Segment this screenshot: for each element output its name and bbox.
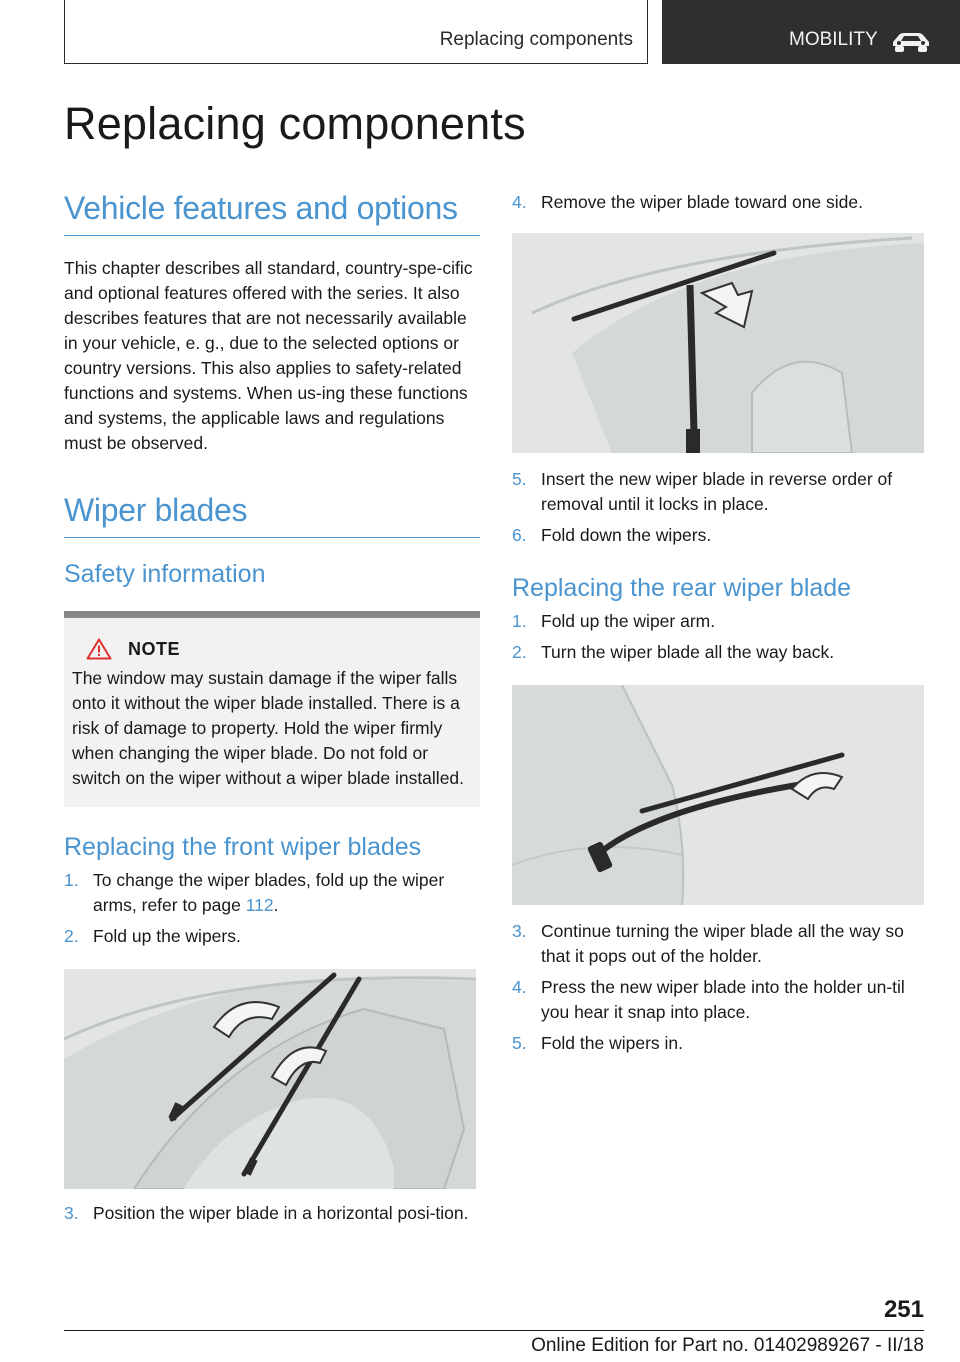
header-section-box [64, 0, 648, 64]
left-column [64, 190, 480, 1226]
note-label: NOTE [128, 638, 181, 659]
header-section-title: Replacing components [439, 29, 633, 50]
front-steps-list [64, 868, 480, 949]
edition-text: Online Edition for Part no. 01402989267 - II/18 [531, 1335, 924, 1356]
note-text: The window may sustain damage if the wiper falls onto it without the wiper blade installed. There is a risk of damage to property. Hold the wiper firmly when changing the wiper blade. Do not fold or switch on the wiper without a wiper blade installed. [72, 668, 465, 788]
step-text: Position the wiper blade in a horizontal posi-tion. [93, 1203, 469, 1223]
step-number: 3. [512, 921, 527, 941]
step-number: 5. [512, 469, 527, 489]
warning-triangle-icon [86, 638, 112, 660]
page-number: 251 [883, 1296, 924, 1323]
right-column [512, 190, 924, 1056]
step-number: 2. [64, 926, 79, 946]
heading-front-wiper-blades: Replacing the front wiper blades [64, 833, 422, 861]
step-number: 1. [64, 870, 79, 890]
rear-steps-b-list [512, 919, 924, 1056]
car-icon [889, 30, 933, 54]
step-text: Fold up the wipers. [93, 926, 241, 946]
step-text: Fold down the wipers. [541, 525, 712, 545]
steps-5-6-list [512, 467, 924, 548]
front-wipers-illustration [64, 969, 476, 1189]
vehicle-features-text: This chapter describes all standard, country-spe-cific and optional features offered with the series. It also describes features that are not necessarily available in your vehicle, e. g., due to the selected options or country versions. This also applies to safety-related functions and systems. When us-ing these functions and systems, the applicable laws and regulations must be observed. [64, 258, 473, 453]
list-item [64, 1201, 480, 1226]
page-link[interactable]: 112 [245, 895, 274, 915]
heading-wiper-blades: Wiper blades [64, 492, 480, 538]
step-text: Press the new wiper blade into the holder un-til you hear it snap into place. [541, 977, 905, 1022]
remove-blade-drawing [512, 233, 924, 453]
list-item [64, 924, 480, 949]
note-box [64, 611, 480, 807]
rear-wiper-drawing [512, 685, 924, 905]
step-number: 4. [512, 977, 527, 997]
list-item [64, 868, 480, 918]
list-item [512, 919, 924, 969]
list-item [512, 1031, 924, 1056]
page-title: Replacing components [64, 98, 526, 149]
step-number: 4. [512, 192, 527, 212]
rear-steps-a-list [512, 609, 924, 665]
rear-wiper-illustration [512, 685, 924, 905]
step-text: Remove the wiper blade toward one side. [541, 192, 863, 212]
list-item [512, 523, 924, 548]
step-text: Insert the new wiper blade in reverse order of removal until it locks in place. [541, 469, 893, 514]
step-number: 5. [512, 1033, 527, 1053]
list-item [512, 975, 924, 1025]
step-text: Continue turning the wiper blade all the way so that it pops out of the holder. [541, 921, 904, 966]
heading-rear-wiper-blade: Replacing the rear wiper blade [512, 574, 852, 602]
front-wipers-drawing [64, 969, 476, 1189]
header-chapter-title: MOBILITY [789, 29, 878, 50]
list-item [512, 467, 924, 517]
step-text: Fold the wipers in. [541, 1033, 684, 1053]
step-text: Fold up the wiper arm. [541, 611, 716, 631]
heading-vehicle-features: Vehicle features and options [64, 190, 480, 236]
step-text: Turn the wiper blade all the way back. [541, 642, 835, 662]
step-number: 2. [512, 642, 527, 662]
list-item [512, 609, 924, 634]
step-text: To change the wiper blades, fold up the wiper arms, refer to page 112. [93, 870, 445, 915]
step4-list [512, 190, 924, 215]
step-number: 1. [512, 611, 527, 631]
list-item [512, 190, 924, 215]
step-number: 6. [512, 525, 527, 545]
header-chapter-tab [662, 0, 960, 64]
step-number: 3. [64, 1203, 79, 1223]
note-header [72, 638, 472, 660]
footer-divider [64, 1330, 924, 1331]
list-item [512, 640, 924, 665]
front-step3-list [64, 1201, 480, 1226]
remove-blade-illustration [512, 233, 924, 453]
heading-safety-information: Safety information [64, 560, 266, 588]
